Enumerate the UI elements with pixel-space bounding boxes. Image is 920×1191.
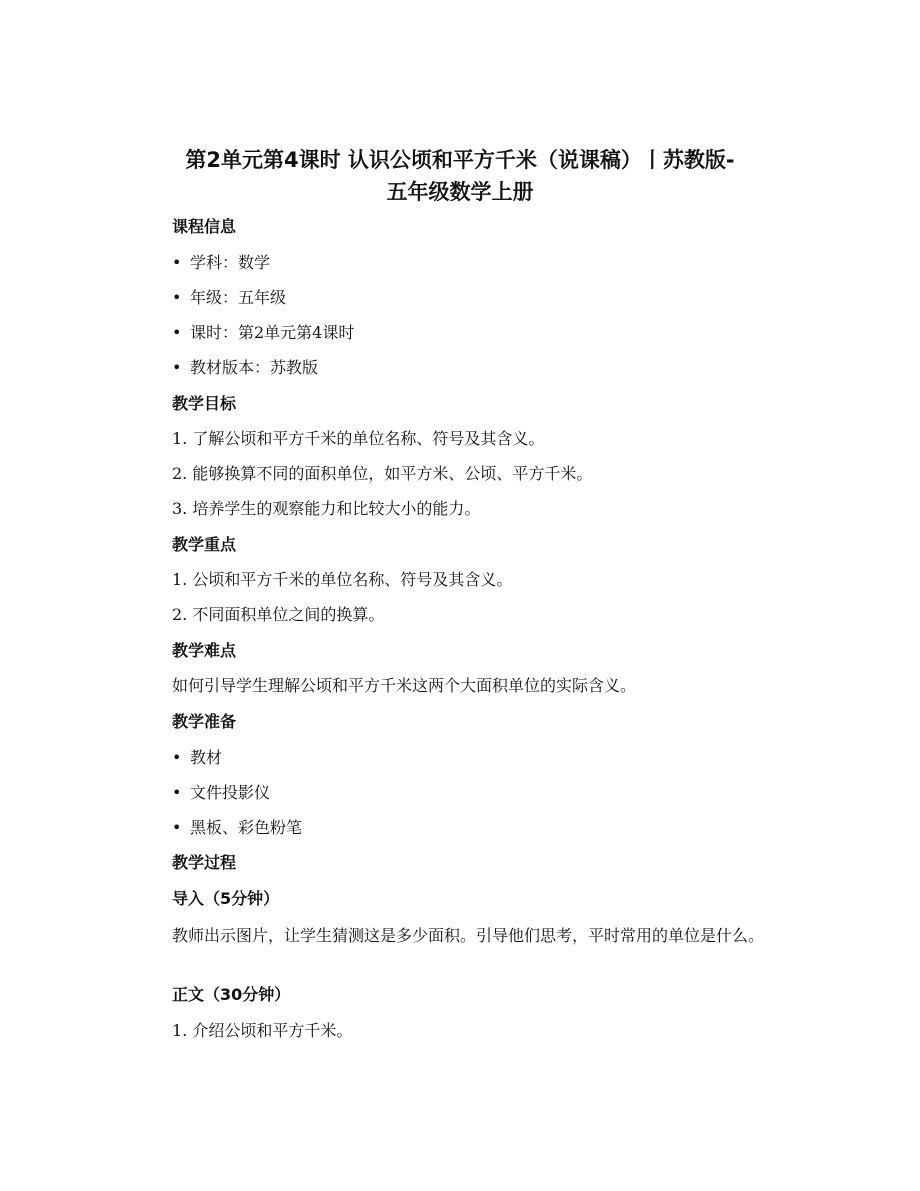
list-item-text: 教材 <box>190 748 223 767</box>
bullet: • <box>172 323 182 342</box>
main-item: 1. 介绍公顷和平方千米。 <box>172 1021 353 1040</box>
difficulty-text: 如何引导学生理解公顷和平方千米这两个大面积单位的实际含义。 <box>172 676 637 695</box>
document-title <box>150 144 770 208</box>
bullet: • <box>172 288 182 307</box>
list-item-text: 黑板、彩色粉笔 <box>190 818 303 837</box>
list-item <box>172 252 270 274</box>
title-line-2: 五年级数学上册 <box>386 180 534 204</box>
list-item <box>172 357 318 379</box>
bullet: • <box>172 818 182 837</box>
goal-item: 3. 培养学生的观察能力和比较大小的能力。 <box>172 499 481 518</box>
bullet: • <box>172 358 182 377</box>
heading-main: 正文（30分钟） <box>172 985 291 1004</box>
title-line-1: 第2单元第4课时 认识公顷和平方千米（说课稿）丨苏教版- <box>185 148 735 172</box>
bullet: • <box>172 748 182 767</box>
goal-item: 1. 了解公顷和平方千米的单位名称、符号及其含义。 <box>172 429 545 448</box>
intro-paragraph: 教师出示图片，让学生猜测这是多少面积。引导他们思考，平时常用的单位是什么。 <box>172 926 765 945</box>
key-point-item: 1. 公顷和平方千米的单位名称、符号及其含义。 <box>172 570 513 589</box>
list-item-text: 文件投影仪 <box>190 783 271 802</box>
list-item-text: 学科：数学 <box>190 253 271 272</box>
bullet: • <box>172 253 182 272</box>
heading-intro: 导入（5分钟） <box>172 889 280 908</box>
heading-course-info: 课程信息 <box>172 217 237 236</box>
list-item <box>172 817 302 839</box>
list-item-text: 年级：五年级 <box>190 288 287 307</box>
heading-preparation: 教学准备 <box>172 712 237 731</box>
heading-difficulty: 教学难点 <box>172 641 237 660</box>
list-item <box>172 322 354 344</box>
key-point-item: 2. 不同面积单位之间的换算。 <box>172 605 385 624</box>
heading-goals: 教学目标 <box>172 394 237 413</box>
bullet: • <box>172 783 182 802</box>
goal-item: 2. 能够换算不同的面积单位，如平方米、公顷、平方千米。 <box>172 464 593 483</box>
list-item <box>172 747 222 769</box>
heading-key-points: 教学重点 <box>172 535 237 554</box>
list-item-text: 教材版本：苏教版 <box>190 358 319 377</box>
list-item <box>172 782 270 804</box>
list-item-text: 课时：第2单元第4课时 <box>190 323 355 342</box>
heading-process: 教学过程 <box>172 853 237 872</box>
list-item <box>172 287 286 309</box>
